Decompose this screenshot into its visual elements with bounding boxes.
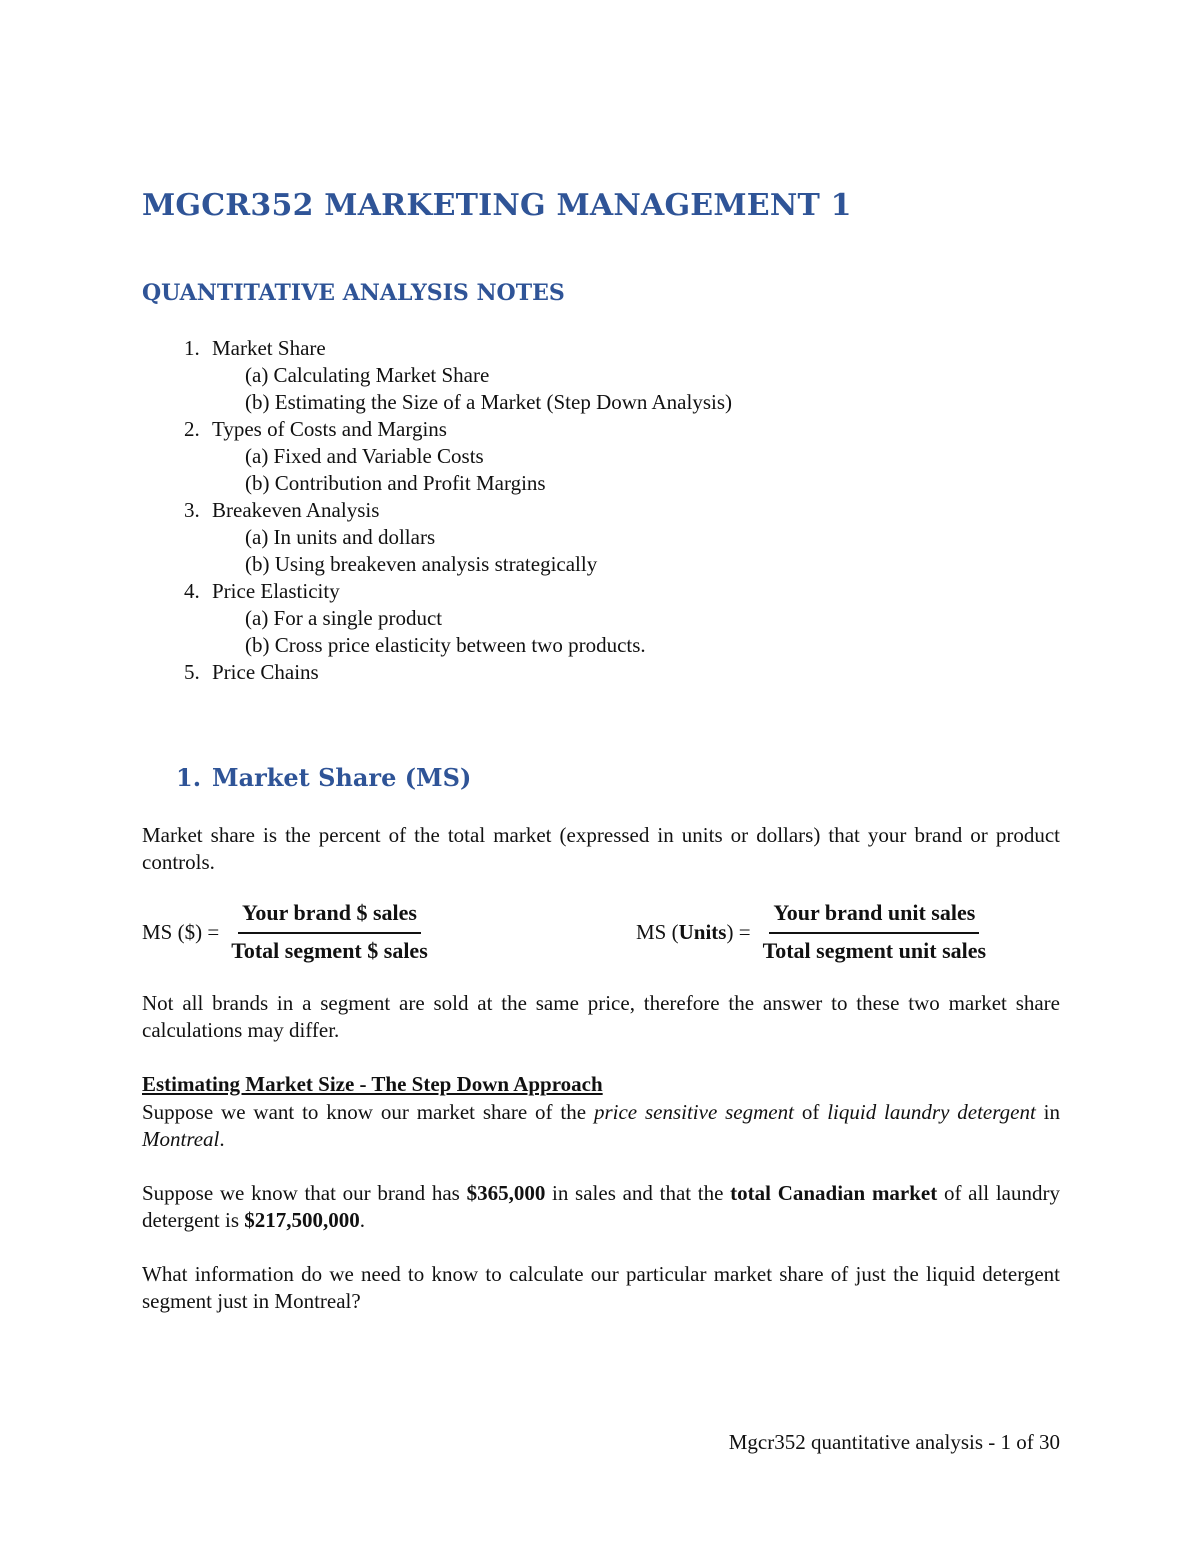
toc-item: 2. Types of Costs and Margins bbox=[184, 417, 447, 441]
toc-item: 3. Breakeven Analysis bbox=[184, 498, 380, 522]
fraction-denominator: Total segment unit sales bbox=[762, 938, 987, 963]
table-of-contents bbox=[142, 335, 732, 686]
section-heading-market-share: 1. Market Share (MS) bbox=[176, 763, 472, 792]
page-footer: Mgcr352 quantitative analysis - 1 of 30 bbox=[728, 1430, 1060, 1454]
toc-subitem: (b) Cross price elasticity between two products. bbox=[245, 633, 646, 657]
fraction-numerator: Your brand $ sales bbox=[238, 900, 421, 934]
document-title: MGCR352 MARKETING MANAGEMENT 1 bbox=[142, 188, 852, 223]
formula-market-share-dollars bbox=[142, 900, 432, 964]
toc-subitem: (a) Calculating Market Share bbox=[245, 363, 490, 387]
toc-item: 1. Market Share bbox=[184, 336, 326, 360]
toc-item: 4. Price Elasticity bbox=[184, 579, 340, 603]
formula-lhs: MS ($) = bbox=[142, 919, 220, 944]
toc-subitem: (b) Estimating the Size of a Market (Step Down Analysis) bbox=[245, 390, 732, 414]
step-down-paragraph-1: Suppose we want to know our market share of the price sensitive segment of liquid laundry detergent in Montreal. bbox=[142, 1100, 1061, 1151]
fraction-numerator: Your brand unit sales bbox=[769, 900, 979, 934]
toc-subitem: (b) Contribution and Profit Margins bbox=[245, 471, 546, 495]
market-share-note: Not all brands in a segment are sold at the same price, therefore the answer to these two market share calculations may differ. bbox=[142, 991, 1060, 1042]
market-share-definition: Market share is the percent of the total market (expressed in units or dollars) that your brand or product controls. bbox=[142, 823, 1060, 874]
toc-subitem: (a) Fixed and Variable Costs bbox=[245, 444, 484, 468]
toc-subitem: (a) For a single product bbox=[245, 606, 443, 630]
toc-subitem: (b) Using breakeven analysis strategically bbox=[245, 552, 598, 576]
toc-subitem: (a) In units and dollars bbox=[245, 525, 436, 549]
fraction bbox=[759, 900, 991, 964]
fraction-denominator: Total segment $ sales bbox=[231, 938, 428, 963]
document-subtitle: QUANTITATIVE ANALYSIS NOTES bbox=[142, 280, 565, 306]
step-down-paragraph-2: Suppose we know that our brand has $365,000 in sales and that the total Canadian market of all laundry detergent is $217,500,000. bbox=[142, 1181, 1060, 1232]
formula-lhs: MS (Units) = bbox=[636, 919, 751, 944]
toc-item: 5. Price Chains bbox=[184, 660, 319, 684]
formula-market-share-units bbox=[636, 900, 990, 964]
fraction bbox=[227, 900, 432, 964]
step-down-heading: Estimating Market Size - The Step Down Approach bbox=[142, 1072, 603, 1096]
step-down-paragraph-3: What information do we need to know to calculate our particular market share of just the liquid detergent segment just in Montreal? bbox=[142, 1262, 1060, 1313]
